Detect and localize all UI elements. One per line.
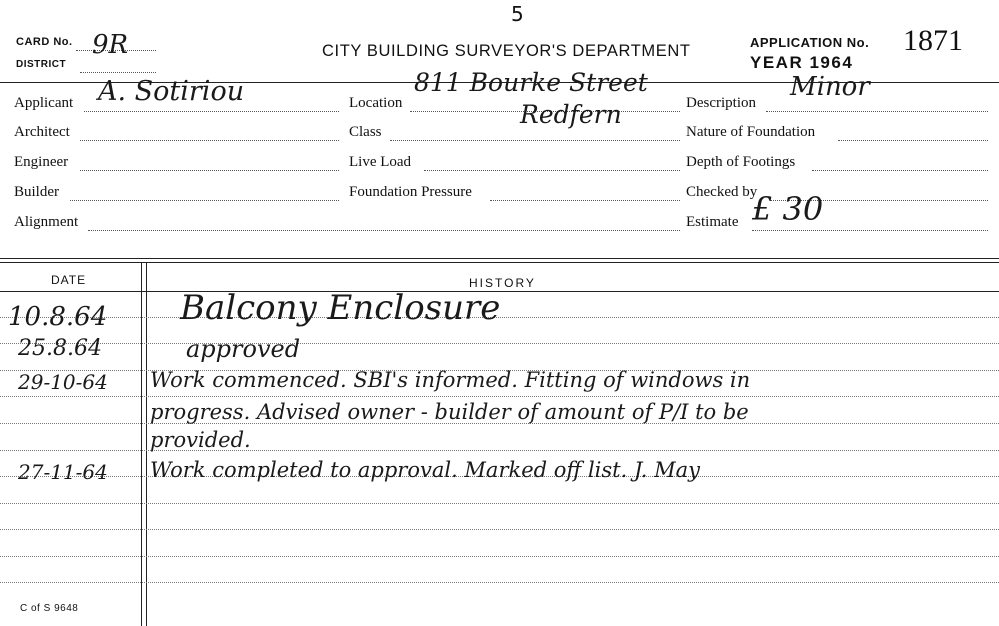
history-date-4: 27-11-64 [18,460,108,484]
ruled-line [0,396,999,397]
applicant-label: Applicant [14,95,74,111]
class-rule [390,140,680,141]
applicant-value: A. Sotiriou [98,76,245,107]
ruled-line [0,529,999,530]
depth-footings-rule [812,170,988,171]
location-value-line1: 811 Bourke Street [414,68,648,97]
alignment-rule [88,230,680,231]
application-label: APPLICATION No. [750,35,870,50]
history-text-3-line3: provided. [150,428,251,452]
page-number: 5 [511,2,524,26]
history-text-3-line2: progress. Advised owner - builder of amount of P/I to be [150,400,749,424]
history-header: HISTORY [469,276,536,290]
fields-bottom-rule-2 [0,262,999,263]
engineer-rule [80,170,339,171]
history-date-3: 29-10-64 [18,370,108,394]
architect-label: Architect [14,124,70,140]
location-value-line2: Redfern [520,100,622,129]
card-no-label: CARD No. [16,36,73,48]
ruled-line [0,556,999,557]
application-number: 1871 [903,24,963,57]
date-header: DATE [51,273,87,287]
year-label: YEAR 1964 [750,53,854,72]
form-code: C of S 9648 [20,603,79,614]
live-load-rule [424,170,680,171]
description-rule [766,111,988,112]
builder-label: Builder [14,184,59,200]
class-label: Class [349,124,382,140]
history-text-2: approved [186,335,301,363]
district-label: DISTRICT [16,59,67,70]
live-load-label: Live Load [349,154,412,170]
history-text-1: Balcony Enclosure [180,288,501,328]
estimate-rule [752,230,988,231]
depth-footings-label: Depth of Footings [686,154,796,170]
card-no-value: 9R [92,30,129,60]
builder-rule [70,200,339,201]
location-label: Location [349,95,403,111]
ruled-line [0,343,999,344]
district-rule [80,72,156,73]
architect-rule [80,140,339,141]
history-date-1: 10.8.64 [8,302,108,332]
history-text-3-line1: Work commenced. SBI's informed. Fitting of windows in [150,368,751,392]
department-title: CITY BUILDING SURVEYOR'S DEPARTMENT [322,42,691,60]
nature-foundation-rule [838,140,988,141]
estimate-label: Estimate [686,214,739,230]
estimate-value: £ 30 [752,190,824,228]
ruled-line [0,503,999,504]
ruled-line [0,582,999,583]
engineer-label: Engineer [14,154,69,170]
nature-foundation-label: Nature of Foundation [686,124,816,140]
history-text-4: Work completed to approval. Marked off list. J. May [150,458,700,482]
description-value: Minor [790,72,870,102]
alignment-label: Alignment [14,214,79,230]
checked-by-label: Checked by [686,184,758,200]
history-date-2: 25.8.64 [18,336,102,361]
foundation-pressure-label: Foundation Pressure [349,184,472,200]
fields-bottom-rule [0,258,999,259]
applicant-rule [84,111,339,112]
foundation-pressure-rule [490,200,680,201]
description-label: Description [686,95,756,111]
